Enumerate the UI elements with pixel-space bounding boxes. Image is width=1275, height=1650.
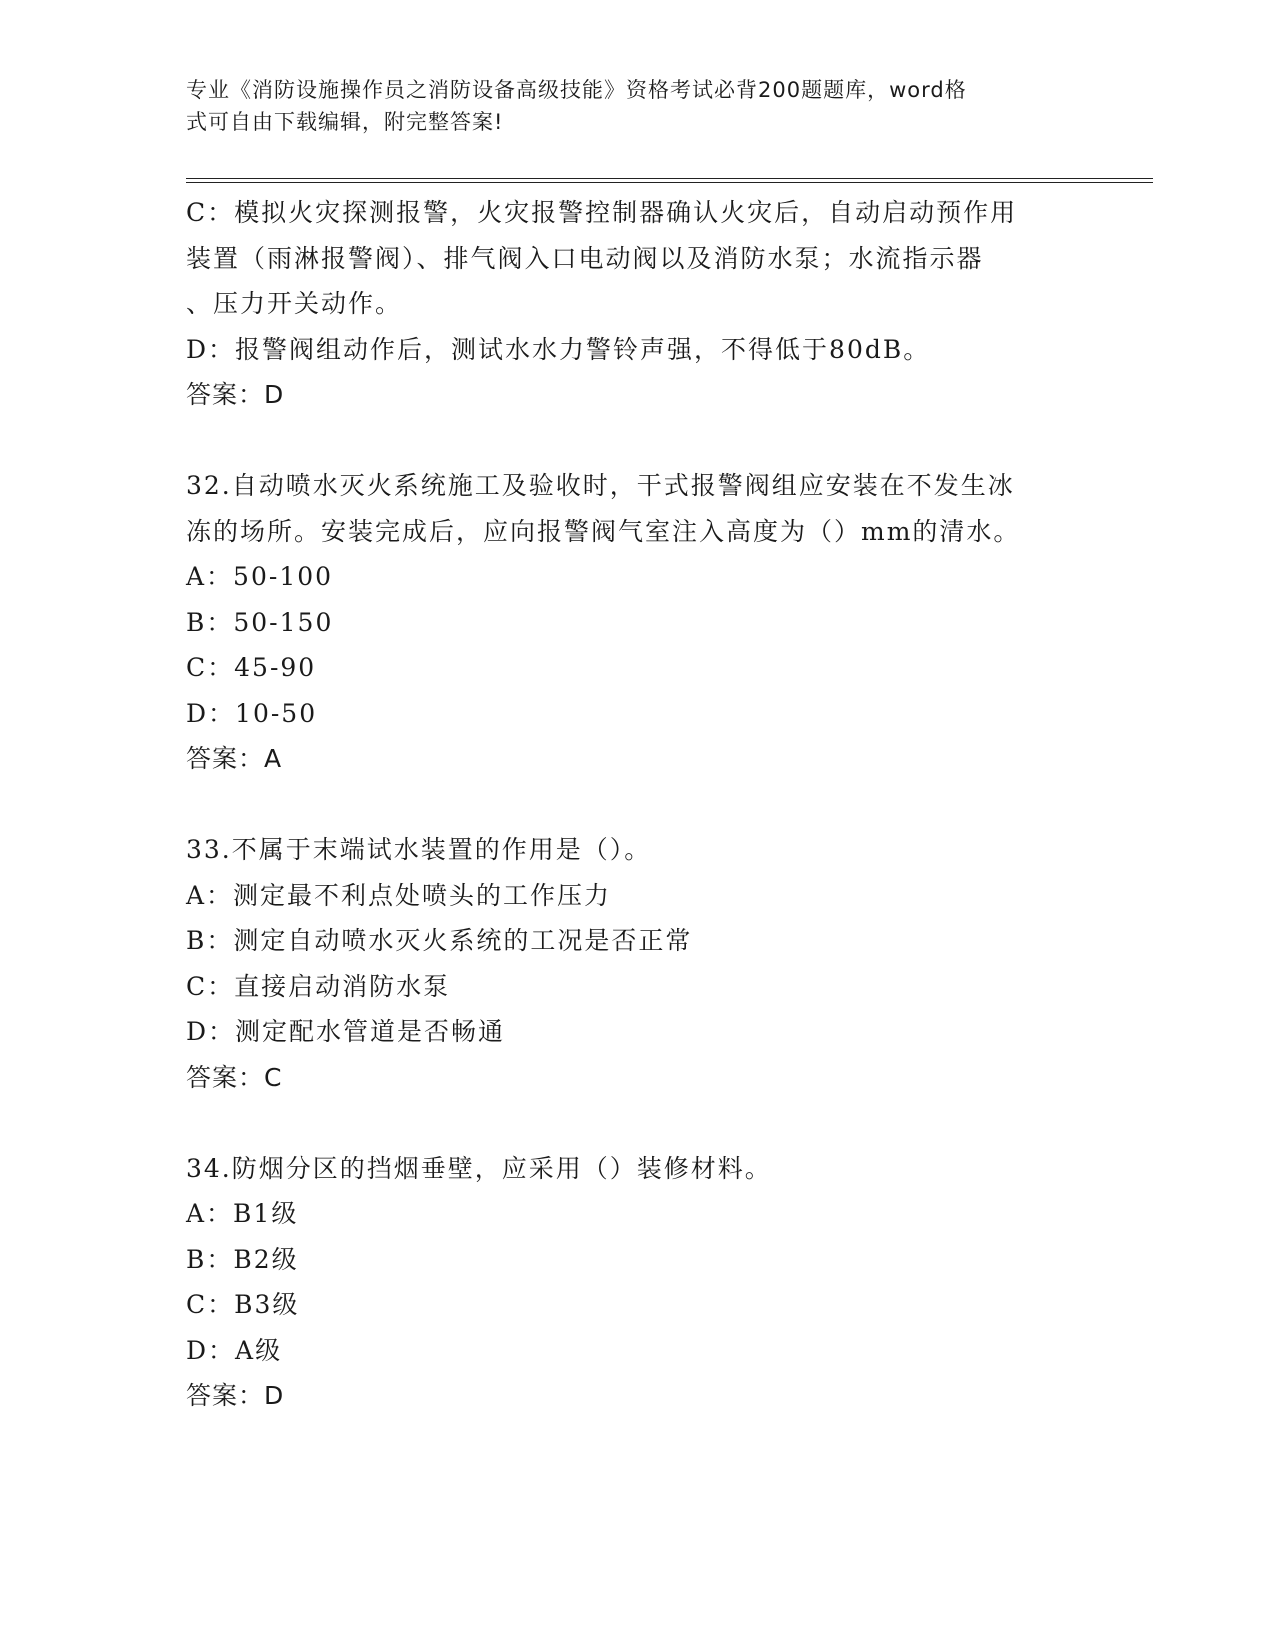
- question-34: [186, 1146, 1086, 1419]
- question-stem: 34.防烟分区的挡烟垂壁，应采用（）装修材料。: [186, 1153, 772, 1183]
- option-c: C：直接启动消防水泵: [186, 971, 451, 1001]
- answer: 答案：C: [186, 1062, 283, 1092]
- question-31-tail: [186, 190, 1086, 418]
- question-stem: 33.不属于末端试水装置的作用是（）。: [186, 835, 652, 864]
- question-stem-line-2: 冻的场所。安装完成后，应向报警阀气室注入高度为（）mm的清水。: [186, 516, 1021, 546]
- document-header: [186, 74, 1066, 138]
- question-list: [186, 190, 1086, 1419]
- option-c-line-2: 装置（雨淋报警阀）、排气阀入口电动阀以及消防水泵；水流指示器: [186, 243, 984, 273]
- answer: 答案：D: [186, 1381, 285, 1410]
- option-b: B：B2级: [186, 1244, 299, 1274]
- option-c-line-1: C：模拟火灾探测报警，火灾报警控制器确认火灾后，自动启动预作用: [186, 198, 1018, 227]
- option-a: A：B1级: [186, 1199, 299, 1228]
- option-a: A：50-100: [186, 562, 334, 591]
- option-a: A：测定最不利点处喷头的工作压力: [186, 880, 612, 910]
- option-c: C：45-90: [186, 653, 317, 682]
- option-d: D：报警阀组动作后，测试水水力警铃声强，不得低于80dB。: [186, 334, 931, 364]
- spacer: [186, 418, 1086, 464]
- option-b: B：50-150: [186, 607, 334, 637]
- option-c: C：B3级: [186, 1290, 300, 1319]
- header-line-1: 专业《消防设施操作员之消防设备高级技能》资格考试必背200题题库，word格: [186, 78, 967, 102]
- answer: 答案：A: [186, 744, 283, 773]
- spacer: [186, 1100, 1086, 1146]
- option-d: D：A级: [186, 1335, 283, 1365]
- spacer: [186, 782, 1086, 828]
- question-33: [186, 827, 1086, 1100]
- option-d: D：测定配水管道是否畅通: [186, 1017, 506, 1046]
- question-stem-line-1: 32.自动喷水灭火系统施工及验收时，干式报警阀组应安装在不发生冰: [186, 471, 1015, 500]
- question-32: [186, 463, 1086, 782]
- header-divider: [186, 178, 1153, 183]
- answer: 答案：D: [186, 380, 285, 409]
- header-line-2: 式可自由下载编辑，附完整答案!: [186, 110, 504, 134]
- option-b: B：测定自动喷水灭火系统的工况是否正常: [186, 926, 693, 955]
- option-c-line-3: 、压力开关动作。: [186, 289, 403, 318]
- option-d: D：10-50: [186, 698, 318, 728]
